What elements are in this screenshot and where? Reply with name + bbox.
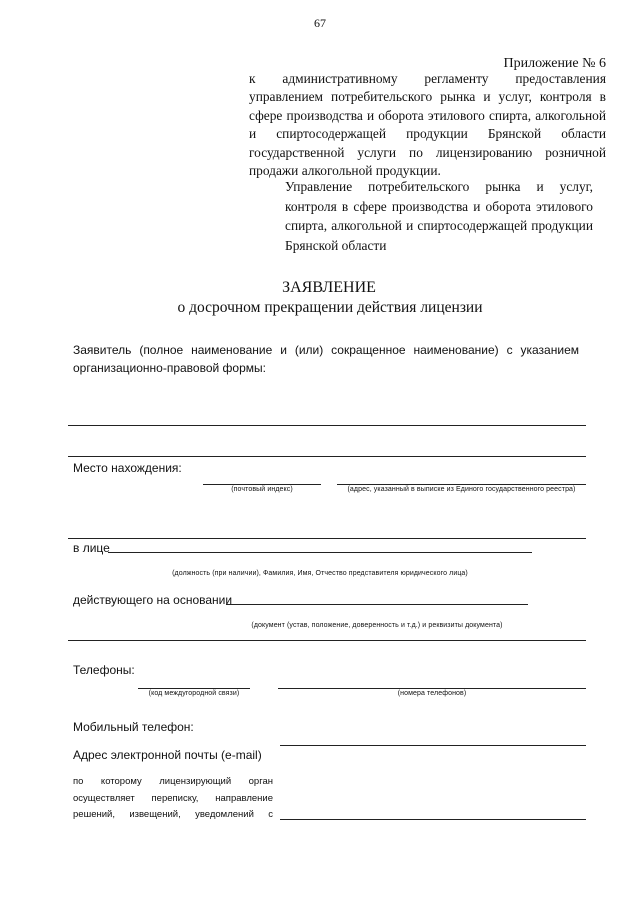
page-number: 67	[314, 16, 326, 30]
addressee-line: Управление потребительского рынка и услуг,	[285, 179, 593, 194]
acting-basis-label: действующего на основании	[73, 593, 233, 607]
applicant-field-2[interactable]	[68, 456, 586, 457]
email-label: Адрес электронной почты (e-mail)	[73, 748, 262, 762]
phone-numbers-hint: (номера телефонов)	[397, 690, 467, 697]
addressee-line: контроля в сфере производства и оборота этилового	[285, 198, 593, 214]
appendix-text	[249, 70, 606, 180]
addressee-line: спирта, алкогольной и спиртосодержащей продукции	[285, 218, 593, 233]
basis-document-field[interactable]	[226, 604, 528, 605]
applicant-label: Заявитель (полное наименование и (или) сокращенное наименование) с указанием	[73, 343, 579, 357]
mobile-label: Мобильный телефон:	[73, 720, 194, 734]
area-code-hint: (код междугородной связи)	[148, 690, 240, 697]
correspondence-line: решений, извещений, уведомлений с	[73, 809, 273, 820]
basis-document-field-2[interactable]	[68, 640, 586, 641]
correspondence-line: осуществляет переписку, направление	[73, 792, 273, 804]
document-subtitle: о досрочном прекращении действия лицензии	[177, 299, 483, 316]
location-field-2[interactable]	[68, 538, 586, 539]
email-field[interactable]	[280, 819, 586, 820]
addressee	[285, 177, 593, 255]
appendix-line: управлением потребительского рынка и услуг, контроля в	[249, 89, 606, 105]
appendix-line: и спиртосодержащей продукции Брянской области	[249, 126, 606, 142]
appendix-line: к административному регламенту предоставления	[249, 71, 606, 86]
appendix-line: сфере производства и оборота этилового спирта, алкогольной	[249, 107, 606, 123]
applicant-field[interactable]	[68, 425, 586, 426]
postal-index-field[interactable]	[203, 484, 321, 485]
appendix-line: государственной услуги по лицензированию розничной	[249, 144, 606, 160]
document-hint: (документ (устав, положение, доверенность и т.д.) и реквизиты документа)	[251, 622, 503, 629]
correspondence-line: по которому лицензирующий орган	[73, 776, 273, 787]
addressee-line: Брянской области	[285, 237, 387, 253]
address-hint: (адрес, указанный в выписке из Единого государственного реестра)	[347, 486, 576, 493]
address-field[interactable]	[337, 484, 586, 485]
applicant-label-cont: организационно-правовой формы:	[73, 361, 266, 375]
location-label: Место нахождения:	[73, 461, 182, 475]
postal-index-hint: (почтовый индекс)	[231, 486, 293, 493]
phones-label: Телефоны:	[73, 663, 135, 677]
area-code-field[interactable]	[138, 688, 250, 689]
representative-field[interactable]	[108, 552, 532, 553]
appendix-title: Приложение № 6	[503, 56, 606, 71]
phone-numbers-field[interactable]	[278, 688, 586, 689]
appendix-line: продажи алкогольной продукции.	[249, 163, 441, 179]
representative-hint: (должность (при наличии), Фамилия, Имя, Отчество представителя юридического лица)	[172, 570, 468, 577]
in-person-label: в лице	[73, 541, 110, 555]
mobile-field[interactable]	[280, 745, 586, 746]
document-title: ЗАЯВЛЕНИЕ	[282, 279, 376, 296]
correspondence-text	[73, 774, 273, 824]
